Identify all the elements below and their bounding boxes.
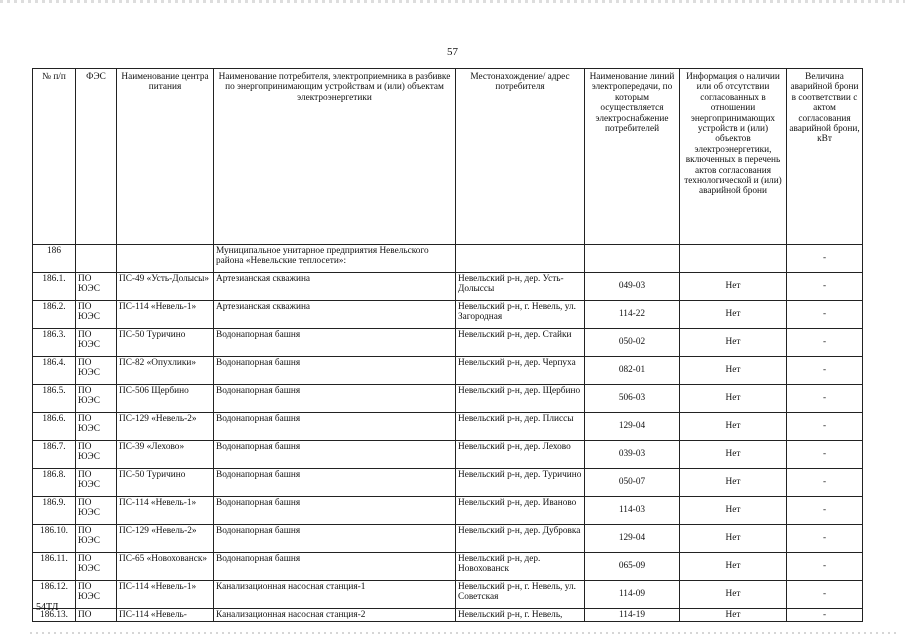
row-fes: ПО ЮЭС bbox=[76, 525, 117, 553]
row-center: ПС-39 «Лехово» bbox=[117, 441, 214, 469]
row-num: 186.3. bbox=[33, 329, 76, 357]
table-row bbox=[33, 329, 863, 357]
row-center: ПС-129 «Невель-2» bbox=[117, 413, 214, 441]
row-reserve: - bbox=[787, 413, 863, 441]
row-info: Нет bbox=[680, 581, 787, 609]
row-center: ПС-114 «Невель-1» bbox=[117, 497, 214, 525]
row-reserve: - bbox=[787, 497, 863, 525]
row-fes: ПО ЮЭС bbox=[76, 497, 117, 525]
group-num: 186 bbox=[33, 245, 76, 273]
header-line: Наименование линий электропередачи, по которым осуществляется электроснабжение потребителей bbox=[585, 69, 680, 245]
row-center: ПС-114 «Невель-1» bbox=[117, 581, 214, 609]
row-center: ПС-50 Туричино bbox=[117, 329, 214, 357]
row-line: 114-19 bbox=[585, 609, 680, 622]
row-reserve: - bbox=[787, 525, 863, 553]
row-reserve: - bbox=[787, 329, 863, 357]
row-info: Нет bbox=[680, 413, 787, 441]
row-consumer: Водонапорная башня bbox=[214, 469, 456, 497]
table-row bbox=[33, 301, 863, 329]
row-line: 114-03 bbox=[585, 497, 680, 525]
header-consumer: Наименование потребителя, электроприемника в разбивке по энергопринимающим устройствам и (или) объектам электроэнергетики bbox=[214, 69, 456, 245]
row-reserve: - bbox=[787, 469, 863, 497]
row-line: 506-03 bbox=[585, 385, 680, 413]
header-fes: ФЭС bbox=[76, 69, 117, 245]
footer-code: 54ТЛ bbox=[36, 602, 59, 613]
row-consumer: Водонапорная башня bbox=[214, 385, 456, 413]
scan-artifact-bottom bbox=[30, 632, 900, 634]
row-location: Невельский р-н, г. Невель, ул. Загородная bbox=[456, 301, 585, 329]
row-center: ПС-506 Щербино bbox=[117, 385, 214, 413]
group-fes bbox=[76, 245, 117, 273]
row-line: 049-03 bbox=[585, 273, 680, 301]
row-info: Нет bbox=[680, 497, 787, 525]
row-line: 039-03 bbox=[585, 441, 680, 469]
row-location: Невельский р-н, дер. Новохованск bbox=[456, 553, 585, 581]
row-consumer: Водонапорная башня bbox=[214, 441, 456, 469]
row-consumer: Водонапорная башня bbox=[214, 357, 456, 385]
page-number: 57 bbox=[447, 46, 458, 58]
row-info: Нет bbox=[680, 609, 787, 622]
row-fes: ПО ЮЭС bbox=[76, 469, 117, 497]
group-reserve: - bbox=[787, 245, 863, 273]
group-consumer: Муниципальное унитарное предприятия Невельского района «Невельские теплосети»: bbox=[214, 245, 456, 273]
row-num: 186.5. bbox=[33, 385, 76, 413]
row-info: Нет bbox=[680, 385, 787, 413]
table-row bbox=[33, 385, 863, 413]
row-center: ПС-50 Туричино bbox=[117, 469, 214, 497]
header-num: № п/п bbox=[33, 69, 76, 245]
row-location: Невельский р-н, дер. Иваново bbox=[456, 497, 585, 525]
row-location: Невельский р-н, дер. Стайки bbox=[456, 329, 585, 357]
row-info: Нет bbox=[680, 301, 787, 329]
row-num: 186.11. bbox=[33, 553, 76, 581]
row-consumer: Канализационная насосная станция-1 bbox=[214, 581, 456, 609]
row-line: 050-02 bbox=[585, 329, 680, 357]
table-row bbox=[33, 497, 863, 525]
row-info: Нет bbox=[680, 273, 787, 301]
row-reserve: - bbox=[787, 357, 863, 385]
table-row bbox=[33, 553, 863, 581]
row-num: 186.12. bbox=[33, 581, 76, 609]
row-consumer: Канализационная насосная станция-2 bbox=[214, 609, 456, 622]
row-consumer: Артезианская скважина bbox=[214, 273, 456, 301]
reserve-table bbox=[32, 68, 863, 622]
row-fes: ПО ЮЭС bbox=[76, 273, 117, 301]
row-line: 050-07 bbox=[585, 469, 680, 497]
table-row bbox=[33, 525, 863, 553]
row-fes: ПО ЮЭС bbox=[76, 553, 117, 581]
row-num: 186.6. bbox=[33, 413, 76, 441]
row-info: Нет bbox=[680, 553, 787, 581]
row-reserve: - bbox=[787, 553, 863, 581]
row-location: Невельский р-н, дер. Туричино bbox=[456, 469, 585, 497]
row-fes: ПО ЮЭС bbox=[76, 413, 117, 441]
row-location: Невельский р-н, г. Невель, ул. Советская bbox=[456, 581, 585, 609]
row-reserve: - bbox=[787, 301, 863, 329]
row-reserve: - bbox=[787, 385, 863, 413]
row-line: 129-04 bbox=[585, 413, 680, 441]
table-row bbox=[33, 357, 863, 385]
group-location bbox=[456, 245, 585, 273]
row-line: 114-22 bbox=[585, 301, 680, 329]
row-fes: ПО ЮЭС bbox=[76, 329, 117, 357]
row-info: Нет bbox=[680, 469, 787, 497]
row-fes: ПО ЮЭС bbox=[76, 441, 117, 469]
row-reserve: - bbox=[787, 441, 863, 469]
row-reserve: - bbox=[787, 273, 863, 301]
row-consumer: Артезианская скважина bbox=[214, 301, 456, 329]
header-center: Наименование центра питания bbox=[117, 69, 214, 245]
row-num: 186.13. bbox=[33, 609, 76, 622]
row-location: Невельский р-н, дер. Плиссы bbox=[456, 413, 585, 441]
row-info: Нет bbox=[680, 525, 787, 553]
group-row bbox=[33, 245, 863, 273]
row-reserve: - bbox=[787, 581, 863, 609]
row-consumer: Водонапорная башня bbox=[214, 497, 456, 525]
row-center: ПС-82 «Опухлики» bbox=[117, 357, 214, 385]
row-info: Нет bbox=[680, 357, 787, 385]
table-row bbox=[33, 413, 863, 441]
row-fes: ПО bbox=[76, 609, 117, 622]
row-line: 114-09 bbox=[585, 581, 680, 609]
row-location: Невельский р-н, г. Невель, bbox=[456, 609, 585, 622]
row-consumer: Водонапорная башня bbox=[214, 553, 456, 581]
row-info: Нет bbox=[680, 441, 787, 469]
row-location: Невельский р-н, дер. Дубровка bbox=[456, 525, 585, 553]
scan-artifact-top bbox=[0, 0, 905, 3]
row-fes: ПО ЮЭС bbox=[76, 385, 117, 413]
row-info: Нет bbox=[680, 329, 787, 357]
row-num: 186.7. bbox=[33, 441, 76, 469]
table-row bbox=[33, 441, 863, 469]
row-num: 186.2. bbox=[33, 301, 76, 329]
row-center: ПС-65 «Новохованск» bbox=[117, 553, 214, 581]
row-center: ПС-114 «Невель- bbox=[117, 609, 214, 622]
table-row bbox=[33, 273, 863, 301]
row-num: 186.4. bbox=[33, 357, 76, 385]
row-center: ПС-114 «Невель-1» bbox=[117, 301, 214, 329]
row-num: 186.9. bbox=[33, 497, 76, 525]
row-location: Невельский р-н, дер. Усть-Долыссы bbox=[456, 273, 585, 301]
group-center bbox=[117, 245, 214, 273]
row-consumer: Водонапорная башня bbox=[214, 329, 456, 357]
row-reserve: - bbox=[787, 609, 863, 622]
row-line: 065-09 bbox=[585, 553, 680, 581]
row-line: 082-01 bbox=[585, 357, 680, 385]
row-num: 186.8. bbox=[33, 469, 76, 497]
row-center: ПС-49 «Усть-Долысы» bbox=[117, 273, 214, 301]
row-consumer: Водонапорная башня bbox=[214, 413, 456, 441]
header-reserve: Величина аварийной брони в соответствии с актом согласования аварийной брони, кВт bbox=[787, 69, 863, 245]
table-row bbox=[33, 609, 863, 622]
row-line: 129-04 bbox=[585, 525, 680, 553]
row-location: Невельский р-н, дер. Щербино bbox=[456, 385, 585, 413]
row-location: Невельский р-н, дер. Черпуха bbox=[456, 357, 585, 385]
row-location: Невельский р-н, дер. Лехово bbox=[456, 441, 585, 469]
row-center: ПС-129 «Невель-2» bbox=[117, 525, 214, 553]
row-consumer: Водонапорная башня bbox=[214, 525, 456, 553]
table-row bbox=[33, 469, 863, 497]
group-line bbox=[585, 245, 680, 273]
header-location: Местонахождение/ адрес потребителя bbox=[456, 69, 585, 245]
table-row bbox=[33, 581, 863, 609]
header-info: Информация о наличии или об отсутствии согласованных в отношении энергопринимающих устройств и (или) объектов электроэнергетики, включенных в перечень актов согласования технологической и (или) аварийной брони bbox=[680, 69, 787, 245]
row-fes: ПО ЮЭС bbox=[76, 357, 117, 385]
row-fes: ПО ЮЭС bbox=[76, 301, 117, 329]
header-row bbox=[33, 69, 863, 245]
row-fes: ПО ЮЭС bbox=[76, 581, 117, 609]
row-num: 186.1. bbox=[33, 273, 76, 301]
row-num: 186.10. bbox=[33, 525, 76, 553]
group-info bbox=[680, 245, 787, 273]
